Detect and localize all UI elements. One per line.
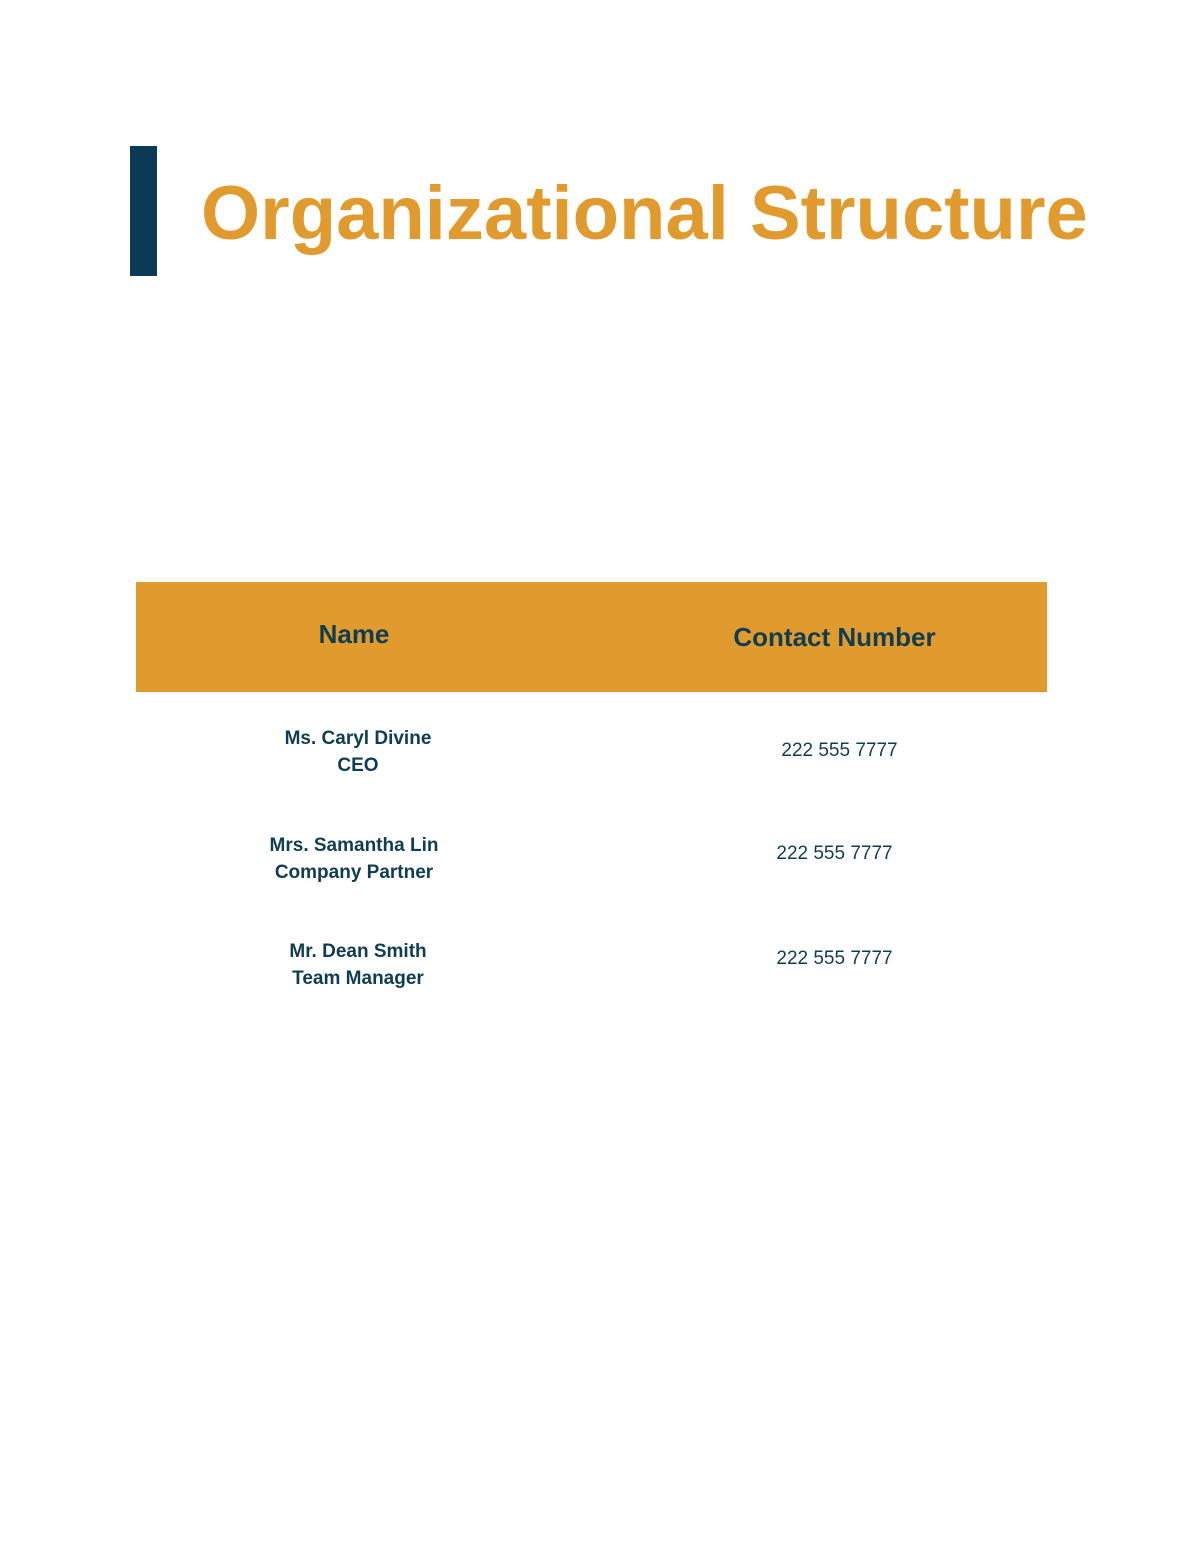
- person-cell: [140, 938, 576, 992]
- contact-number: 222 555 7777: [781, 740, 898, 761]
- person-name: Mrs. Samantha Lin: [269, 835, 439, 856]
- contact-number: 222 555 7777: [776, 948, 893, 969]
- column-header-name: Name: [318, 618, 390, 649]
- contacts-table: [136, 582, 1047, 989]
- contact-number: 222 555 7777: [776, 843, 893, 864]
- table-row: [136, 725, 1047, 805]
- page-title: Organizational Structure: [201, 171, 1088, 256]
- person-cell: [136, 832, 572, 886]
- person-name: Mr. Dean Smith: [289, 941, 427, 962]
- table-row: [136, 832, 1047, 912]
- table-row: [136, 938, 1047, 1018]
- column-header-contact: Contact Number: [733, 621, 936, 652]
- person-cell: [140, 725, 576, 779]
- table-header: [136, 582, 1047, 692]
- person-role: CEO: [337, 755, 379, 776]
- title-accent-bar: [130, 146, 157, 276]
- person-role: Team Manager: [292, 968, 424, 989]
- person-name: Ms. Caryl Divine: [284, 728, 432, 749]
- person-role: Company Partner: [274, 862, 434, 883]
